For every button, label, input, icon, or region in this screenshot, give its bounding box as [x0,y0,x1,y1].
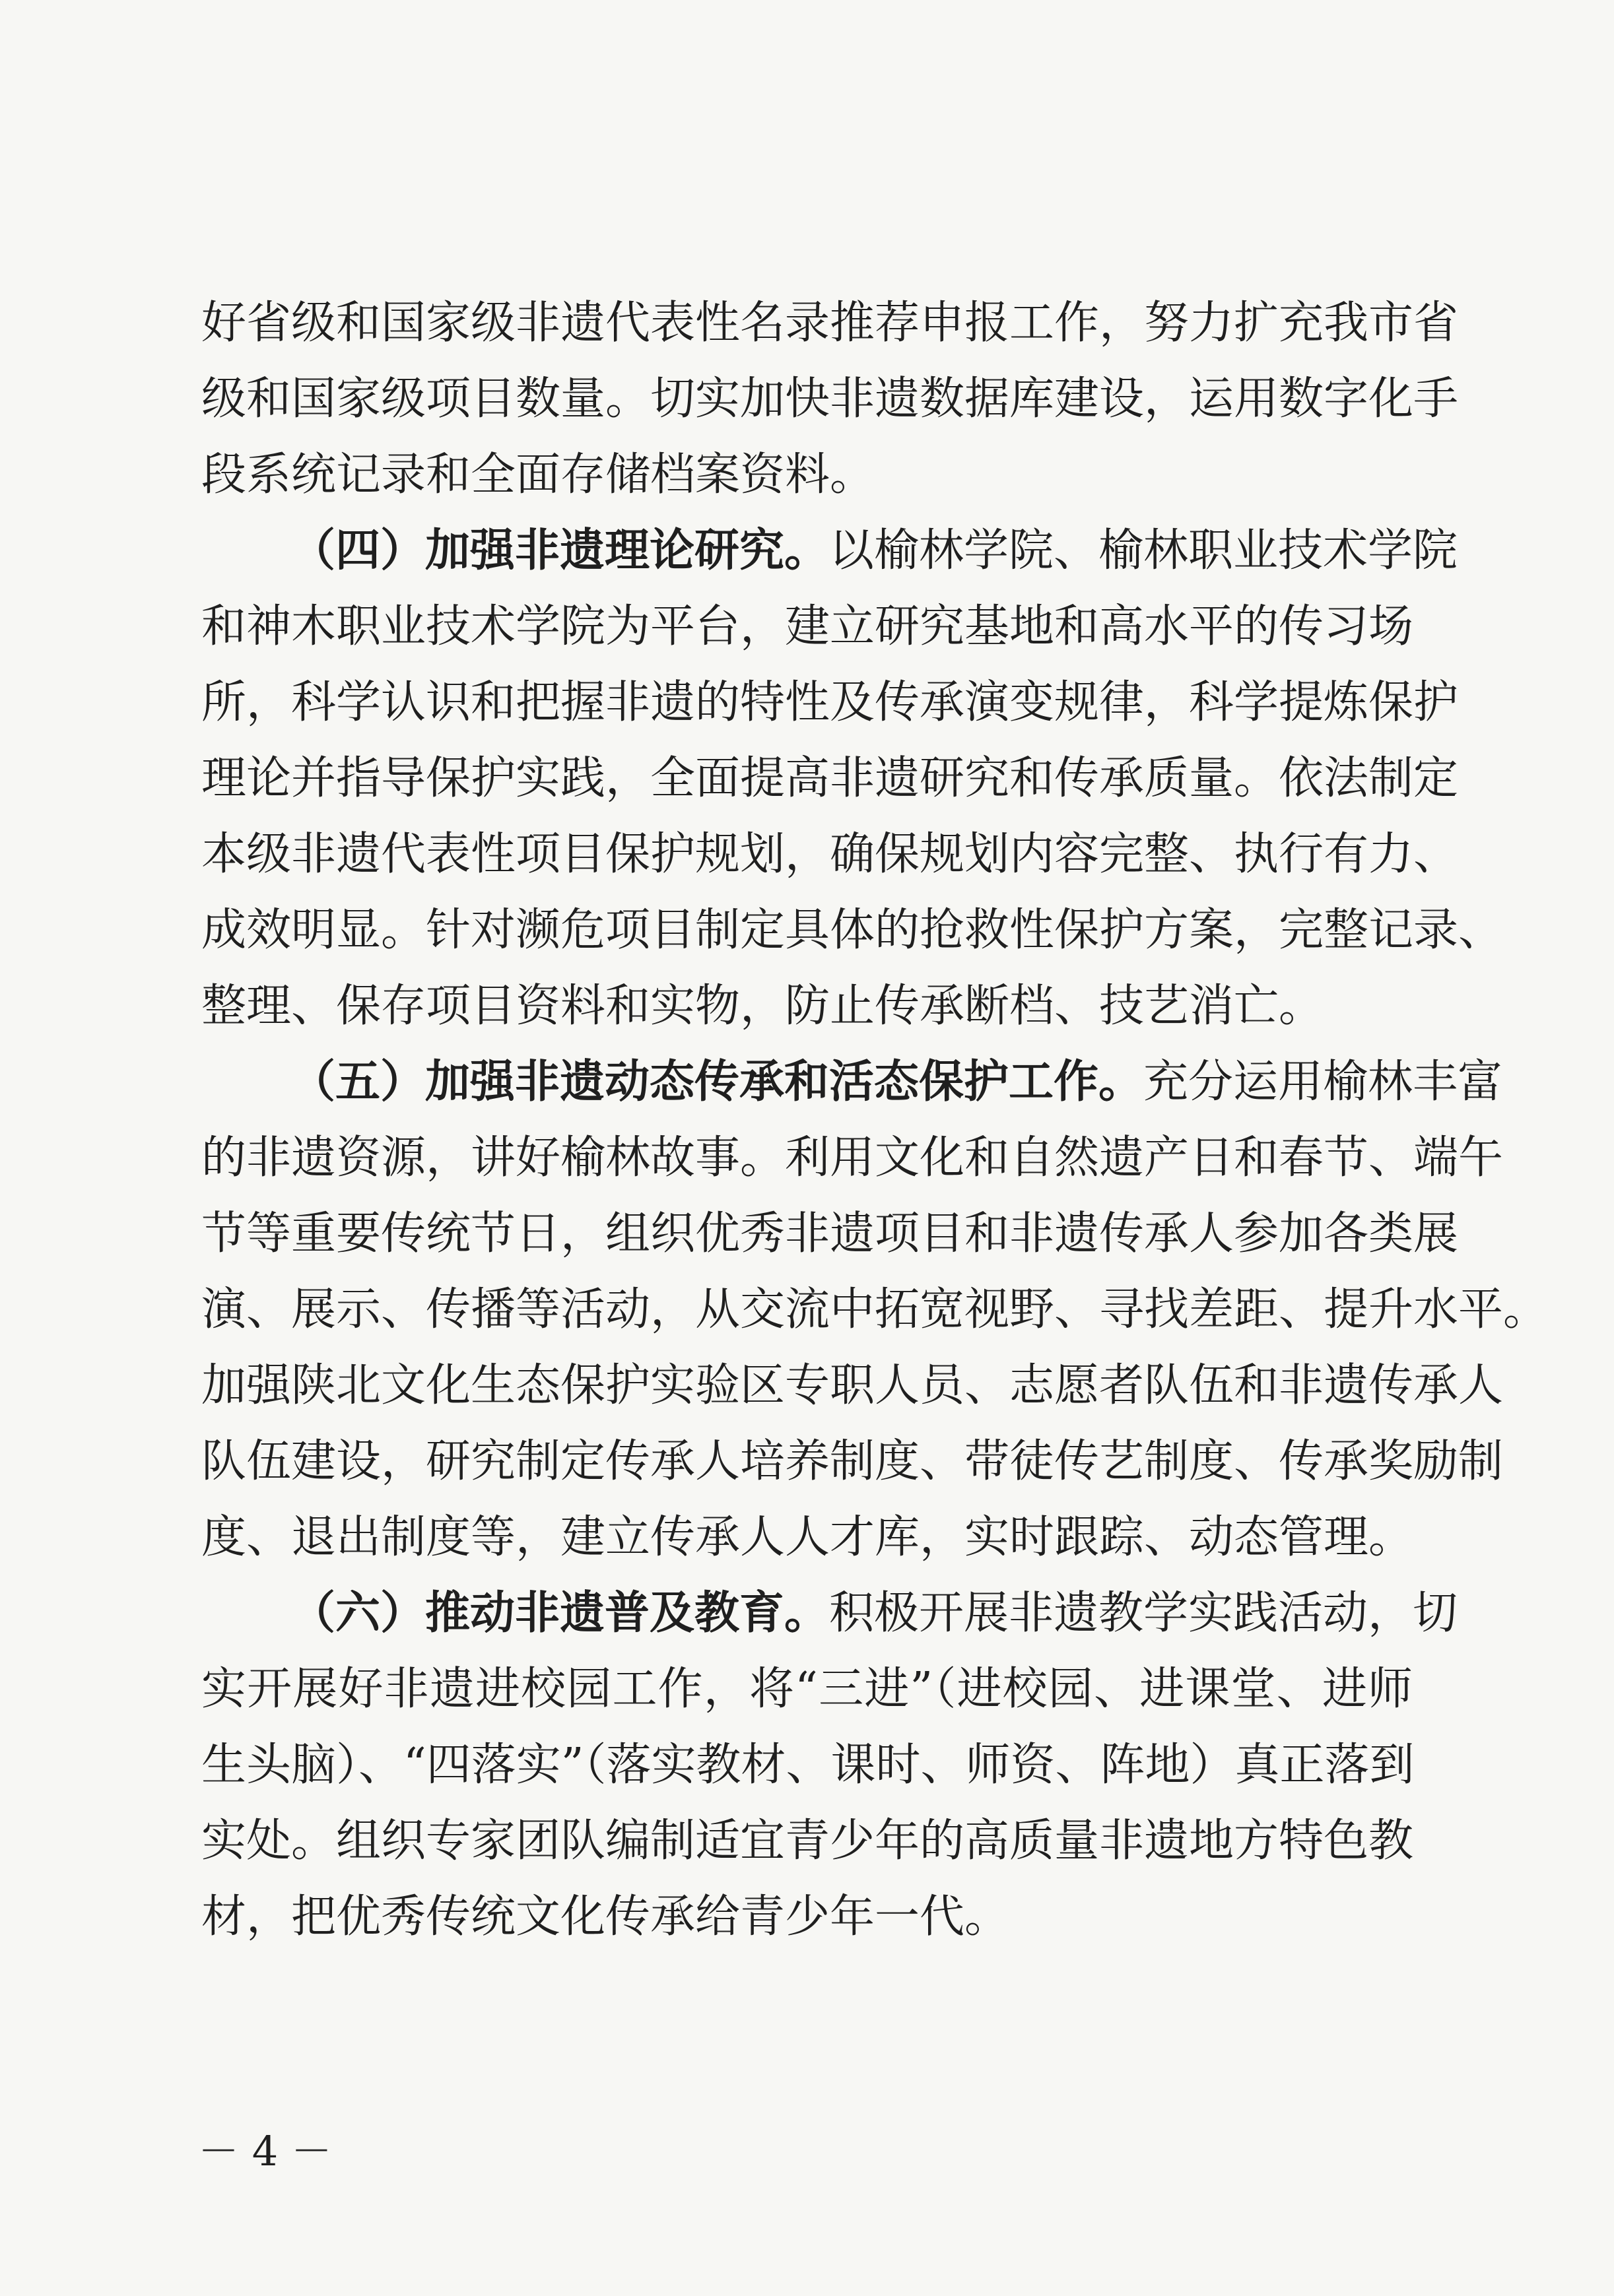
section-heading-six: （六）推动非遗普及教育。 [290,1587,830,1639]
section-heading-four: （四）加强非遗理论研究。 [290,525,830,577]
page-number: － 4 － [198,2127,332,2175]
body-text-line: 级和国家级项目数量。切实加快非遗数据库建设，运用数字化手 [201,373,1459,425]
section-five-line: （五）加强非遗动态传承和活态保护工作。充分运用榆林丰富 [290,1056,1503,1108]
body-text-line: 的非遗资源，讲好榆林故事。利用文化和自然遗产日和春节、端午 [201,1132,1504,1184]
body-text-line: 所，科学认识和把握非遗的特性及传承演变规律，科学提炼保护 [201,676,1459,729]
body-text-line: 实开展好非遗进校园工作，将“三进”（进校园、进课堂、进师 [201,1663,1413,1715]
body-text-line: 实处。组织专家团队编制适宜青少年的高质量非遗地方特色教 [201,1815,1414,1867]
section-heading-five: （五）加强非遗动态传承和活态保护工作。 [290,1056,1144,1108]
body-text-line: 好省级和国家级非遗代表性名录推荐申报工作，努力扩充我市省 [201,297,1459,349]
body-text-line: 段系统记录和全面存储档案资料。 [201,449,875,501]
body-text-line: 节等重要传统节日，组织优秀非遗项目和非遗传承人参加各类展 [201,1208,1459,1260]
body-text-line: 和神木职业技术学院为平台，建立研究基地和高水平的传习场 [201,601,1414,653]
body-text-line: 整理、保存项目资料和实物，防止传承断档、技艺消亡。 [201,980,1324,1032]
body-text-line: 加强陕北文化生态保护实验区专职人员、志愿者队伍和非遗传承人 [201,1360,1504,1412]
body-text-line: 理论并指导保护实践，全面提高非遗研究和传承质量。依法制定 [201,752,1459,804]
section-four-line: （四）加强非遗理论研究。以榆林学院、榆林职业技术学院 [290,525,1458,577]
body-text-line: 成效明显。针对濒危项目制定具体的抢救性保护方案，完整记录、 [201,904,1504,956]
body-text-line: 生头脑）、“四落实”（落实教材、课时、师资、阵地）真正落到 [201,1739,1415,1791]
section-six-line: （六）推动非遗普及教育。积极开展非遗教学实践活动，切 [290,1587,1458,1639]
body-text-line: 本级非遗代表性项目保护规划，确保规划内容完整、执行有力、 [201,828,1459,880]
body-text-line: 度、退出制度等，建立传承人人才库，实时跟踪、动态管理。 [201,1511,1414,1563]
body-text-line: 队伍建设，研究制定传承人培养制度、带徒传艺制度、传承奖励制 [201,1435,1504,1488]
body-text-line: 材，把优秀传统文化传承给青少年一代。 [201,1891,1010,1943]
body-text-line: 演、展示、传播等活动，从交流中拓宽视野、寻找差距、提升水平。 [201,1284,1549,1336]
